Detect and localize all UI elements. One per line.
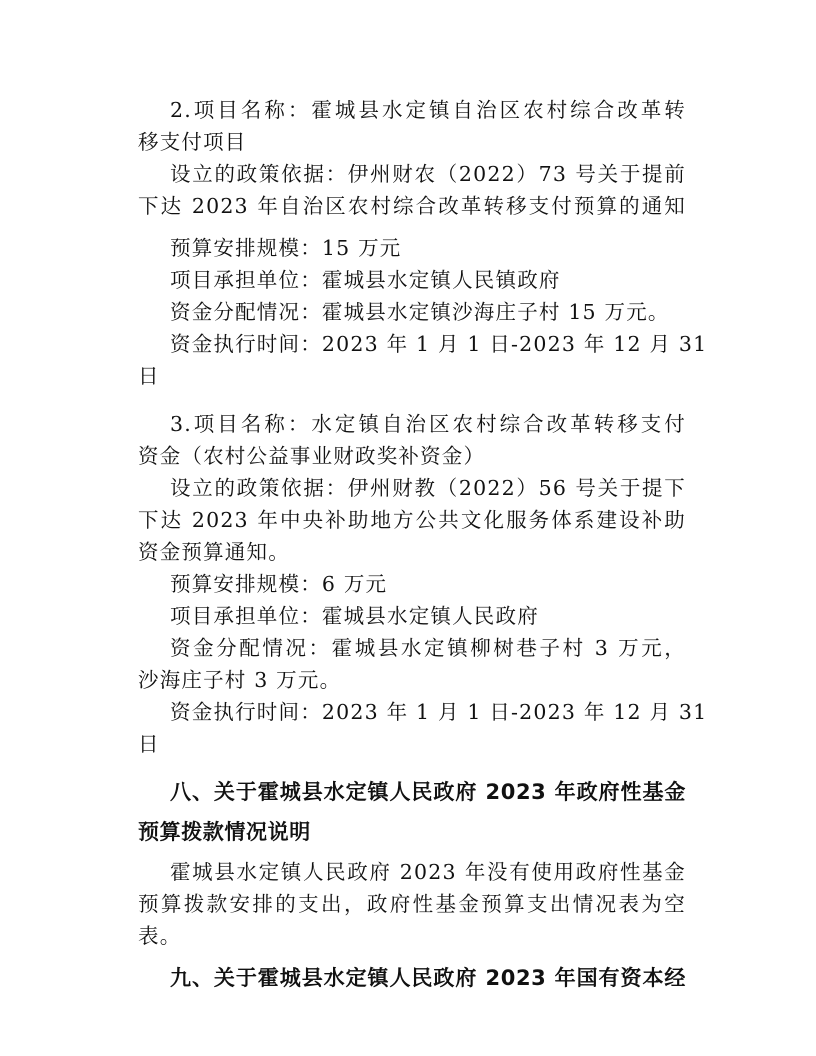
section8-body-end: 表。 <box>138 924 182 948</box>
project3-title-cont: 资金（农村公益事业财政奖补资金） <box>138 444 486 468</box>
project2-budget-scale: 预算安排规模：15 万元 <box>170 236 402 260</box>
project2-title: 2.项目名称：霍城县水定镇自治区农村综合改革转 <box>170 98 686 122</box>
project3-title: 3.项目名称：水定镇自治区农村综合改革转移支付 <box>170 412 686 436</box>
project2-policy-basis-cont: 下达 2023 年自治区农村综合改革转移支付预算的通知 <box>138 194 686 218</box>
project2-title-cont: 移支付项目 <box>138 130 247 154</box>
project3-execution-period: 资金执行时间：2023 年 1 月 1 日-2023 年 12 月 31 <box>170 700 708 724</box>
project3-budget-scale: 预算安排规模：6 万元 <box>170 572 388 596</box>
project3-policy-basis-cont: 下达 2023 年中央补助地方公共文化服务体系建设补助 <box>138 508 686 532</box>
project2-policy-basis: 设立的政策依据：伊州财农（2022）73 号关于提前 <box>170 162 686 186</box>
section8-heading-cont: 预算拨款情况说明 <box>138 820 311 844</box>
project2-execution-period-cont: 日 <box>138 364 160 388</box>
project3-fund-allocation: 资金分配情况：霍城县水定镇柳树巷子村 3 万元， <box>170 636 686 660</box>
project3-policy-basis-end: 资金预算通知。 <box>138 540 290 564</box>
project3-policy-basis: 设立的政策依据：伊州财教（2022）56 号关于提下 <box>170 476 686 500</box>
section8-body: 霍城县水定镇人民政府 2023 年没有使用政府性基金 <box>170 860 686 884</box>
section8-body-cont: 预算拨款安排的支出，政府性基金预算支出情况表为空 <box>138 892 686 916</box>
project2-execution-period: 资金执行时间：2023 年 1 月 1 日-2023 年 12 月 31 <box>170 332 708 356</box>
project3-fund-allocation-cont: 沙海庄子村 3 万元。 <box>138 668 342 692</box>
section9-heading: 九、关于霍城县水定镇人民政府 2023 年国有资本经 <box>170 966 686 990</box>
project3-undertaking-unit: 项目承担单位：霍城县水定镇人民政府 <box>170 604 539 628</box>
project2-undertaking-unit: 项目承担单位：霍城县水定镇人民镇政府 <box>170 268 561 292</box>
section8-heading: 八、关于霍城县水定镇人民政府 2023 年政府性基金 <box>170 780 686 804</box>
project2-fund-allocation: 资金分配情况：霍城县水定镇沙海庄子村 15 万元。 <box>170 300 670 324</box>
project3-execution-period-cont: 日 <box>138 732 160 756</box>
